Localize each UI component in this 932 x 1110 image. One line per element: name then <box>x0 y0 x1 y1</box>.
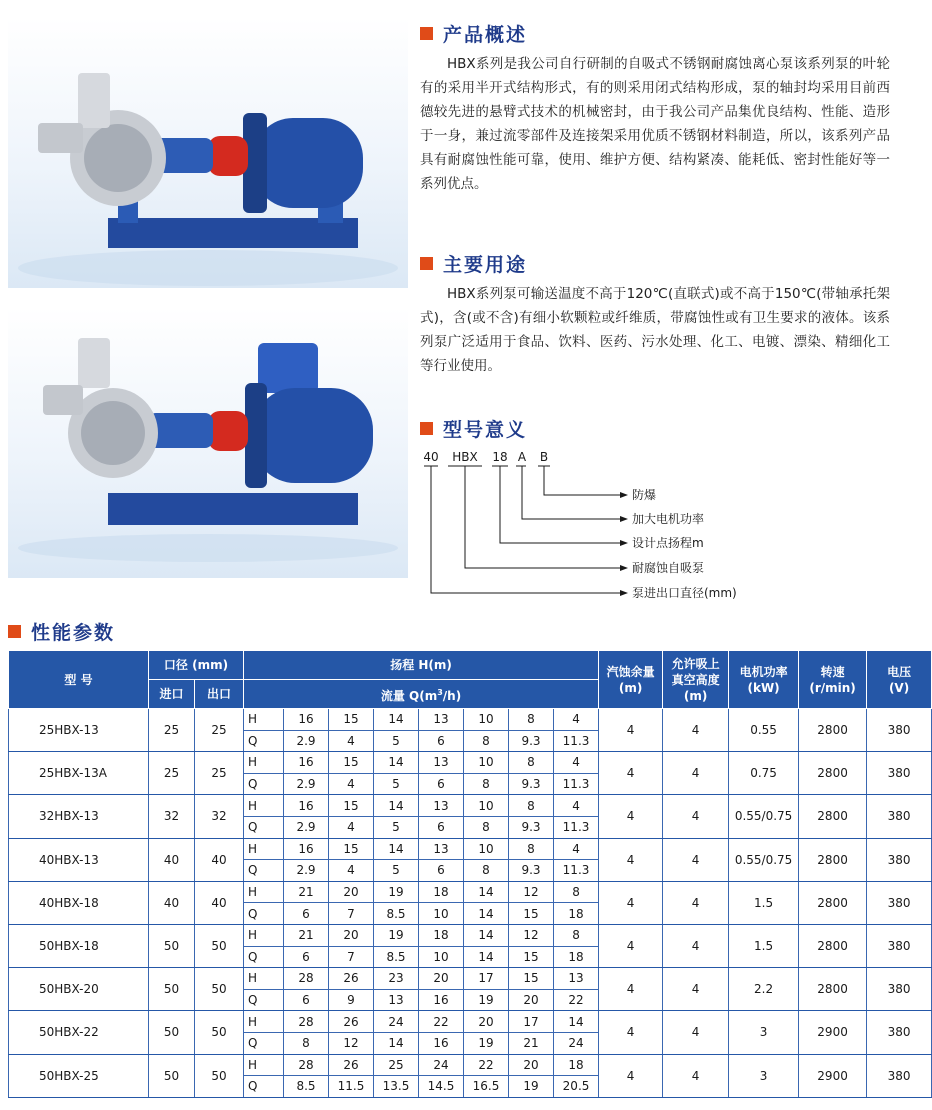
cell-outlet: 40 <box>195 838 244 881</box>
header-outlet: 出口 <box>195 680 244 709</box>
cell-inlet: 25 <box>149 752 195 795</box>
cell-q-label: Q <box>244 903 284 925</box>
table-row <box>9 795 932 817</box>
cell-model: 25HBX-13 <box>9 709 149 752</box>
cell-npsh: 4 <box>599 752 663 795</box>
cell-head-value: 8 <box>509 752 554 774</box>
cell-speed: 2900 <box>799 1011 867 1054</box>
cell-head-value: 13 <box>419 752 464 774</box>
cell-flow-value: 8 <box>464 816 509 838</box>
cell-head-value: 21 <box>284 881 329 903</box>
cell-flow-value: 11.3 <box>554 773 599 795</box>
cell-head-value: 4 <box>554 709 599 731</box>
cell-head-value: 20 <box>464 1011 509 1033</box>
cell-flow-value: 14.5 <box>419 1076 464 1098</box>
cell-npsh: 4 <box>599 838 663 881</box>
performance-heading <box>8 616 115 646</box>
cell-vacuum: 4 <box>663 881 729 924</box>
cell-q-label: Q <box>244 730 284 752</box>
cell-head-value: 12 <box>509 881 554 903</box>
overview-section <box>420 18 890 196</box>
table-row <box>9 881 932 903</box>
cell-head-value: 18 <box>419 924 464 946</box>
cell-speed: 2800 <box>799 968 867 1011</box>
cell-head-value: 22 <box>419 1011 464 1033</box>
cell-head-value: 4 <box>554 838 599 860</box>
cell-flow-value: 5 <box>374 773 419 795</box>
overview-heading <box>420 18 890 48</box>
cell-head-value: 24 <box>419 1054 464 1076</box>
header-speed-label: 转速 <box>820 664 845 679</box>
cell-h-label: H <box>244 838 284 860</box>
cell-inlet: 50 <box>149 1011 195 1054</box>
cell-flow-value: 6 <box>284 946 329 968</box>
cell-head-value: 14 <box>464 881 509 903</box>
cell-h-label: H <box>244 968 284 990</box>
cell-q-label: Q <box>244 989 284 1011</box>
cell-flow-value: 19 <box>509 1076 554 1098</box>
usage-text: HBX系列泵可输送温度不高于120℃(直联式)或不高于150℃(带轴承托架式)，含(或不含)有细小软颗粒或纤维质，带腐蚀性或有卫生要求的液体。该系列泵广泛适用于食品、饮料、医药、污水处理、化工、电镀、漂染、精细化工等行业使用。 <box>420 286 890 374</box>
cell-flow-value: 18 <box>554 903 599 925</box>
cell-npsh: 4 <box>599 924 663 967</box>
cell-head-value: 15 <box>329 795 374 817</box>
model-code-diagram <box>420 448 890 618</box>
cell-flow-value: 9.3 <box>509 860 554 882</box>
cell-flow-value: 6 <box>419 816 464 838</box>
table-row <box>9 968 932 990</box>
cell-flow-value: 14 <box>374 1032 419 1054</box>
cell-flow-value: 11.3 <box>554 816 599 838</box>
cell-flow-value: 20.5 <box>554 1076 599 1098</box>
cell-head-value: 19 <box>374 881 419 903</box>
cell-head-value: 16 <box>284 709 329 731</box>
cell-voltage: 380 <box>867 709 932 752</box>
cell-flow-value: 2.9 <box>284 816 329 838</box>
cell-head-value: 17 <box>509 1011 554 1033</box>
header-power-unit: (kW) <box>747 680 780 695</box>
cell-npsh: 4 <box>599 881 663 924</box>
pump-photo-standard <box>8 18 408 288</box>
section-marker-icon <box>420 257 433 270</box>
cell-model: 40HBX-13 <box>9 838 149 881</box>
cell-head-value: 28 <box>284 1054 329 1076</box>
cell-npsh: 4 <box>599 709 663 752</box>
model-part-head: 18 <box>492 450 508 464</box>
model-meaning-explosion-proof: 防爆 <box>632 488 657 502</box>
cell-vacuum: 4 <box>663 709 729 752</box>
cell-head-value: 8 <box>509 795 554 817</box>
performance-table <box>8 650 932 1098</box>
cell-voltage: 380 <box>867 968 932 1011</box>
cell-q-label: Q <box>244 816 284 838</box>
cell-head-value: 10 <box>464 795 509 817</box>
cell-flow-value: 19 <box>464 989 509 1011</box>
cell-speed: 2800 <box>799 795 867 838</box>
cell-model: 50HBX-18 <box>9 924 149 967</box>
cell-speed: 2900 <box>799 1054 867 1097</box>
table-row <box>9 1054 932 1076</box>
cell-flow-value: 6 <box>284 989 329 1011</box>
usage-section <box>420 248 890 378</box>
model-meaning-series: 耐腐蚀自吸泵 <box>632 561 705 575</box>
header-flow <box>244 680 599 709</box>
cell-speed: 2800 <box>799 752 867 795</box>
table-row <box>9 838 932 860</box>
overview-title: 产品概述 <box>443 23 528 46</box>
cell-head-value: 17 <box>464 968 509 990</box>
cell-power: 3 <box>729 1054 799 1097</box>
cell-flow-value: 10 <box>419 903 464 925</box>
cell-flow-value: 14 <box>464 903 509 925</box>
cell-h-label: H <box>244 752 284 774</box>
table-row <box>9 1011 932 1033</box>
header-power-label: 电机功率 <box>739 664 788 679</box>
cell-flow-value: 8 <box>464 730 509 752</box>
header-vacuum-unit: (m) <box>683 688 708 703</box>
cell-flow-value: 10 <box>419 946 464 968</box>
model-part-diameter: 40 <box>423 450 439 464</box>
cell-model: 25HBX-13A <box>9 752 149 795</box>
cell-flow-value: 8 <box>464 773 509 795</box>
cell-head-value: 8 <box>554 881 599 903</box>
cell-inlet: 32 <box>149 795 195 838</box>
cell-voltage: 380 <box>867 795 932 838</box>
cell-head-value: 15 <box>329 752 374 774</box>
cell-flow-value: 6 <box>419 860 464 882</box>
section-marker-icon <box>8 625 21 638</box>
cell-flow-value: 9.3 <box>509 816 554 838</box>
cell-speed: 2800 <box>799 838 867 881</box>
cell-inlet: 40 <box>149 881 195 924</box>
cell-speed: 2800 <box>799 881 867 924</box>
cell-head-value: 10 <box>464 838 509 860</box>
cell-flow-value: 5 <box>374 730 419 752</box>
cell-vacuum: 4 <box>663 1054 729 1097</box>
cell-voltage: 380 <box>867 1011 932 1054</box>
cell-head-value: 23 <box>374 968 419 990</box>
cell-flow-value: 24 <box>554 1032 599 1054</box>
model-meaning-diameter: 泵进出口直径(mm) <box>632 586 737 600</box>
cell-flow-value: 7 <box>329 946 374 968</box>
cell-power: 0.55 <box>729 709 799 752</box>
cell-outlet: 50 <box>195 924 244 967</box>
cell-q-label: Q <box>244 946 284 968</box>
cell-q-label: Q <box>244 860 284 882</box>
cell-flow-value: 7 <box>329 903 374 925</box>
model-meaning-section <box>420 413 890 443</box>
header-flow-label: 流量 Q(m <box>380 688 438 703</box>
cell-voltage: 380 <box>867 1054 932 1097</box>
cell-head-value: 14 <box>554 1011 599 1033</box>
cell-head-value: 13 <box>554 968 599 990</box>
model-meaning-heading <box>420 413 890 443</box>
cell-head-value: 15 <box>329 709 374 731</box>
table-row <box>9 709 932 731</box>
cell-flow-value: 4 <box>329 816 374 838</box>
cell-flow-value: 5 <box>374 860 419 882</box>
cell-q-label: Q <box>244 1032 284 1054</box>
cell-head-value: 12 <box>509 924 554 946</box>
cell-flow-value: 21 <box>509 1032 554 1054</box>
cell-flow-value: 4 <box>329 730 374 752</box>
performance-table-body <box>9 709 932 1098</box>
cell-flow-value: 6 <box>419 773 464 795</box>
cell-head-value: 28 <box>284 1011 329 1033</box>
cell-flow-value: 4 <box>329 860 374 882</box>
cell-flow-value: 16.5 <box>464 1076 509 1098</box>
cell-head-value: 15 <box>329 838 374 860</box>
cell-outlet: 25 <box>195 709 244 752</box>
cell-h-label: H <box>244 924 284 946</box>
cell-power: 0.55/0.75 <box>729 838 799 881</box>
cell-flow-value: 15 <box>509 903 554 925</box>
cell-outlet: 40 <box>195 881 244 924</box>
cell-flow-value: 13 <box>374 989 419 1011</box>
cell-head-value: 10 <box>464 752 509 774</box>
cell-head-value: 20 <box>509 1054 554 1076</box>
cell-head-value: 20 <box>329 881 374 903</box>
table-row <box>9 924 932 946</box>
header-vacuum <box>663 651 729 709</box>
cell-outlet: 50 <box>195 1011 244 1054</box>
cell-flow-value: 2.9 <box>284 730 329 752</box>
cell-voltage: 380 <box>867 881 932 924</box>
table-row <box>9 752 932 774</box>
model-meaning-power: 加大电机功率 <box>632 512 705 526</box>
cell-flow-value: 4 <box>329 773 374 795</box>
cell-flow-value: 8.5 <box>374 946 419 968</box>
cell-flow-value: 5 <box>374 816 419 838</box>
header-flow-sup: 3 <box>437 687 443 697</box>
cell-flow-value: 8 <box>464 860 509 882</box>
model-part-series: HBX <box>452 450 478 464</box>
cell-inlet: 50 <box>149 968 195 1011</box>
cell-flow-value: 13.5 <box>374 1076 419 1098</box>
cell-head-value: 8 <box>509 838 554 860</box>
cell-head-value: 18 <box>419 881 464 903</box>
header-npsh-label: 汽蚀余量 <box>606 664 655 679</box>
cell-head-value: 20 <box>419 968 464 990</box>
header-vacuum-label-1: 允许吸上 <box>671 656 720 671</box>
pump-illustration <box>8 18 408 288</box>
model-meaning-title: 型号意义 <box>443 418 528 441</box>
cell-q-label: Q <box>244 1076 284 1098</box>
cell-head-value: 18 <box>554 1054 599 1076</box>
cell-flow-value: 18 <box>554 946 599 968</box>
cell-model: 50HBX-25 <box>9 1054 149 1097</box>
cell-head-value: 16 <box>284 795 329 817</box>
cell-head-value: 19 <box>374 924 419 946</box>
cell-head-value: 16 <box>284 752 329 774</box>
cell-vacuum: 4 <box>663 795 729 838</box>
cell-flow-value: 2.9 <box>284 773 329 795</box>
cell-power: 1.5 <box>729 924 799 967</box>
model-meaning-head: 设计点扬程m <box>632 536 704 550</box>
cell-head-value: 14 <box>464 924 509 946</box>
cell-head-value: 16 <box>284 838 329 860</box>
cell-speed: 2800 <box>799 709 867 752</box>
section-marker-icon <box>420 422 433 435</box>
header-flow-unit: /h) <box>442 688 462 703</box>
cell-head-value: 22 <box>464 1054 509 1076</box>
cell-flow-value: 20 <box>509 989 554 1011</box>
performance-title: 性能参数 <box>31 621 116 644</box>
model-part-power: A <box>517 450 527 464</box>
cell-outlet: 25 <box>195 752 244 795</box>
cell-npsh: 4 <box>599 968 663 1011</box>
cell-npsh: 4 <box>599 1011 663 1054</box>
cell-flow-value: 8.5 <box>374 903 419 925</box>
cell-h-label: H <box>244 1054 284 1076</box>
cell-h-label: H <box>244 795 284 817</box>
cell-head-value: 13 <box>419 795 464 817</box>
cell-head-value: 26 <box>329 1011 374 1033</box>
cell-model: 50HBX-20 <box>9 968 149 1011</box>
section-marker-icon <box>420 27 433 40</box>
cell-npsh: 4 <box>599 1054 663 1097</box>
cell-voltage: 380 <box>867 752 932 795</box>
cell-head-value: 14 <box>374 752 419 774</box>
cell-head-value: 25 <box>374 1054 419 1076</box>
cell-voltage: 380 <box>867 924 932 967</box>
cell-inlet: 50 <box>149 924 195 967</box>
cell-power: 1.5 <box>729 881 799 924</box>
cell-head-value: 26 <box>329 968 374 990</box>
header-head: 扬程 H(m) <box>244 651 599 680</box>
cell-outlet: 50 <box>195 968 244 1011</box>
header-speed-unit: (r/min) <box>809 680 856 695</box>
cell-head-value: 21 <box>284 924 329 946</box>
cell-flow-value: 14 <box>464 946 509 968</box>
cell-outlet: 32 <box>195 795 244 838</box>
cell-flow-value: 2.9 <box>284 860 329 882</box>
cell-head-value: 14 <box>374 709 419 731</box>
cell-head-value: 24 <box>374 1011 419 1033</box>
cell-model: 32HBX-13 <box>9 795 149 838</box>
header-diameter: 口径 (mm) <box>149 651 244 680</box>
cell-flow-value: 12 <box>329 1032 374 1054</box>
cell-inlet: 40 <box>149 838 195 881</box>
cell-vacuum: 4 <box>663 752 729 795</box>
cell-inlet: 50 <box>149 1054 195 1097</box>
cell-flow-value: 6 <box>284 903 329 925</box>
cell-model: 40HBX-18 <box>9 881 149 924</box>
cell-voltage: 380 <box>867 838 932 881</box>
cell-head-value: 4 <box>554 795 599 817</box>
overview-text: HBX系列是我公司自行研制的自吸式不锈钢耐腐蚀离心泵该系列泵的叶轮有的采用半开式结构形式，有的则采用闭式结构形成，泵的轴封均采用目前西德较先进的悬臂式技术的机械密封，由于我公司产品集优良结构、性能、造形于一身，兼过流零部件及连接架采用优质不锈钢材料制造，所以，该系列产品具有耐腐蚀性能可靠，使用、维护方便、结构紧凑、能耗低、密封性能好等一系列优点。 <box>420 56 890 192</box>
cell-head-value: 13 <box>419 709 464 731</box>
header-npsh <box>599 651 663 709</box>
cell-flow-value: 8.5 <box>284 1076 329 1098</box>
cell-flow-value: 8 <box>284 1032 329 1054</box>
cell-speed: 2800 <box>799 924 867 967</box>
header-voltage-unit: (V) <box>888 680 910 695</box>
pump-photo-explosion-proof <box>8 308 408 578</box>
cell-flow-value: 9.3 <box>509 730 554 752</box>
header-inlet: 进口 <box>149 680 195 709</box>
cell-vacuum: 4 <box>663 838 729 881</box>
cell-vacuum: 4 <box>663 1011 729 1054</box>
cell-flow-value: 11.3 <box>554 730 599 752</box>
cell-head-value: 15 <box>509 968 554 990</box>
cell-head-value: 8 <box>509 709 554 731</box>
cell-flow-value: 16 <box>419 1032 464 1054</box>
cell-power: 0.75 <box>729 752 799 795</box>
cell-flow-value: 15 <box>509 946 554 968</box>
cell-head-value: 20 <box>329 924 374 946</box>
cell-flow-value: 16 <box>419 989 464 1011</box>
cell-h-label: H <box>244 709 284 731</box>
cell-flow-value: 19 <box>464 1032 509 1054</box>
header-power <box>729 651 799 709</box>
cell-outlet: 50 <box>195 1054 244 1097</box>
cell-flow-value: 9.3 <box>509 773 554 795</box>
model-part-explosion: B <box>539 450 549 464</box>
cell-power: 2.2 <box>729 968 799 1011</box>
cell-flow-value: 6 <box>419 730 464 752</box>
header-vacuum-label-2: 真空高度 <box>671 672 720 687</box>
cell-npsh: 4 <box>599 795 663 838</box>
cell-flow-value: 11.3 <box>554 860 599 882</box>
header-speed <box>799 651 867 709</box>
cell-head-value: 10 <box>464 709 509 731</box>
cell-vacuum: 4 <box>663 924 729 967</box>
header-voltage-label: 电压 <box>887 664 912 679</box>
cell-vacuum: 4 <box>663 968 729 1011</box>
cell-h-label: H <box>244 1011 284 1033</box>
cell-flow-value: 9 <box>329 989 374 1011</box>
cell-h-label: H <box>244 881 284 903</box>
cell-head-value: 26 <box>329 1054 374 1076</box>
cell-flow-value: 11.5 <box>329 1076 374 1098</box>
usage-title: 主要用途 <box>443 253 528 276</box>
cell-head-value: 28 <box>284 968 329 990</box>
cell-head-value: 13 <box>419 838 464 860</box>
cell-model: 50HBX-22 <box>9 1011 149 1054</box>
cell-head-value: 14 <box>374 838 419 860</box>
cell-head-value: 8 <box>554 924 599 946</box>
cell-q-label: Q <box>244 773 284 795</box>
header-npsh-unit: (m) <box>618 680 643 695</box>
cell-head-value: 4 <box>554 752 599 774</box>
header-model: 型 号 <box>9 651 149 709</box>
usage-heading <box>420 248 890 278</box>
pump-illustration <box>8 308 408 578</box>
cell-head-value: 14 <box>374 795 419 817</box>
header-voltage <box>867 651 932 709</box>
cell-inlet: 25 <box>149 709 195 752</box>
cell-power: 0.55/0.75 <box>729 795 799 838</box>
cell-power: 3 <box>729 1011 799 1054</box>
cell-flow-value: 22 <box>554 989 599 1011</box>
